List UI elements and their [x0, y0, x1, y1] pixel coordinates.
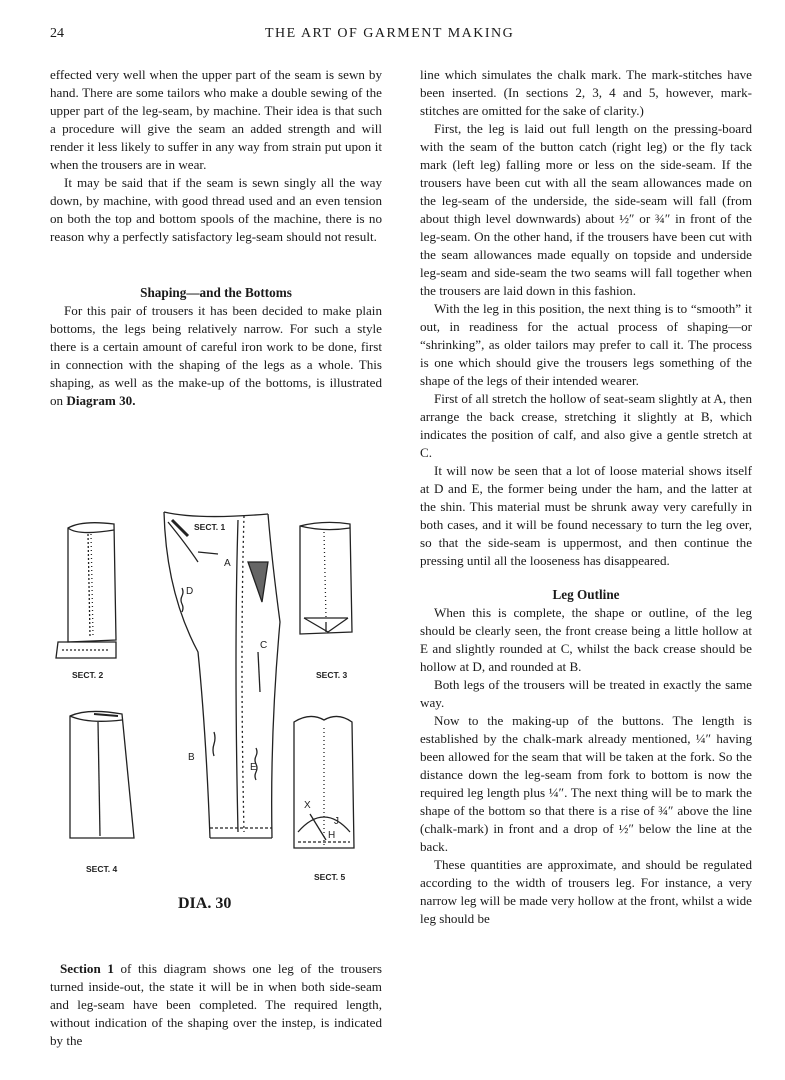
- label-sect2: SECT. 2: [72, 670, 104, 680]
- label-a: A: [224, 558, 231, 569]
- diagram-30: [48, 502, 388, 892]
- label-e: E: [250, 762, 257, 773]
- left-column: [50, 66, 382, 410]
- paragraph-text: of this diagram shows one leg of the trousers turned inside-out, the state it will be in when both side-seam and leg-seam have been completed. The required length, without indication of the shaping over the instep, is indicated by the: [50, 961, 383, 1048]
- page-number: 24: [50, 26, 64, 41]
- bottom-left-text: [50, 960, 382, 1050]
- label-c: C: [260, 640, 268, 651]
- paragraph: First, the leg is laid out full length on the pressing-board with the seam of the button catch (right leg) or the fly tack mark (left leg) falling more or less on the side-seam. If the trousers have been cut with all the seam allowances made on the leg-seam of the underside, the side-seam will fall (from about thigh level downwards) about ½″ or ¾″ in front of the leg-seam. On the other hand, if the trousers have been cut with the seam allowances made equally on topside and underside leg-seam and side-seam the two seams will fall together when the trousers are laid down in this fashion.: [420, 121, 752, 298]
- paragraph: [50, 960, 382, 1050]
- right-column: [420, 66, 752, 928]
- label-sect1: SECT. 1: [194, 522, 226, 532]
- diagram-reference: Diagram 30.: [66, 393, 136, 408]
- paragraph: [50, 302, 382, 410]
- paragraph: line which simulates the chalk mark. The mark-stitches have been inserted. (In sections 2, 3, 4 and 5, however, mark-stitches are omitted for the sake of clarity.): [420, 67, 752, 118]
- sect3-drawing: [300, 522, 352, 634]
- label-j: J: [334, 816, 339, 827]
- paragraph: It may be said that if the seam is sewn singly all the way down, by machine, with good thread used and an even tension on both the top and bottom spools of the machine, there is no reason why a perfectly satisfactory leg-seam should not result.: [50, 175, 382, 244]
- label-sect4: SECT. 4: [86, 864, 118, 874]
- label-d: D: [186, 586, 194, 597]
- sect5-drawing: [294, 716, 354, 848]
- paragraph-text: For this pair of trousers it has been decided to make plain bottoms, the legs being relatively narrow. For such a style there is a certain amount of careful iron work to be done, first in connection with the shaping of the legs as a whole. This shaping, as well as the make-up of the bottoms, is illustrated on: [50, 303, 382, 408]
- label-sect5: SECT. 5: [314, 872, 346, 882]
- paragraph: First of all stretch the hollow of seat-seam slightly at A, then arrange the back crease, stretching it slightly at B, which indicates the position of calf, and also give a gentle stretch at C.: [420, 391, 752, 460]
- label-h: H: [328, 830, 336, 841]
- section-heading: Shaping—and the Bottoms: [140, 285, 292, 300]
- sect2-drawing: [56, 523, 116, 658]
- paragraph: effected very well when the upper part of the seam is sewn by hand. There are some tailors who make a double sewing of the upper part of the leg-seam, by machine. Their idea is that such a procedure will give the seam an added strength and will render it less likely to suffer in any way from strain put upon it when the trousers are in wear.: [50, 67, 382, 172]
- paragraph: It will now be seen that a lot of loose material shows itself at D and E, the former being under the ham, and the latter at the shin. This material must be shrunk away very carefully in both cases, and it will be found necessary to turn the leg over, so that the side-seam is uppermost, and then continue the pressing until all the looseness has disappeared.: [420, 463, 752, 568]
- label-sect3: SECT. 3: [316, 670, 348, 680]
- sect4-drawing: [70, 711, 134, 838]
- diagram-caption: DIA. 30: [178, 895, 232, 912]
- paragraph: With the leg in this position, the next thing is to “smooth” it out, in readiness for the actual process of shaping—or “shrinking”, as older tailors may prefer to call it. The process is one which should give the trousers legs something of the shape of the legs of their intended wearer.: [420, 301, 752, 388]
- running-title: THE ART OF GARMENT MAKING: [265, 26, 515, 41]
- paragraph: Both legs of the trousers will be treated in exactly the same way.: [420, 677, 752, 710]
- sect1-drawing: [164, 512, 280, 838]
- label-b: B: [188, 752, 195, 763]
- section-lead: Section 1: [60, 961, 114, 976]
- paragraph: When this is complete, the shape or outline, of the leg should be clearly seen, the front crease being a little hollow at E and slightly rounded at C, whilst the back crease should be hollow at D, and rounded at B.: [420, 605, 752, 674]
- paragraph: Now to the making-up of the buttons. The length is established by the chalk-mark already mentioned, ¼″ having been allowed for the seam that will be taken at the fork. So the distance down the leg-seam from fork to bottom is now the required leg length plus ¼″. The next thing will be to mark the shape of the bottom so that there is a rise of ¾″ above the line (chalk-mark) in front and a drop of ½″ below the line at the back.: [420, 713, 752, 854]
- section-heading: Leg Outline: [552, 587, 620, 602]
- paragraph: These quantities are approximate, and should be regulated according to the width of trousers leg. For instance, a very narrow leg will be made very hollow at the front, whilst a wide leg should be: [420, 857, 752, 926]
- label-x: X: [304, 800, 311, 811]
